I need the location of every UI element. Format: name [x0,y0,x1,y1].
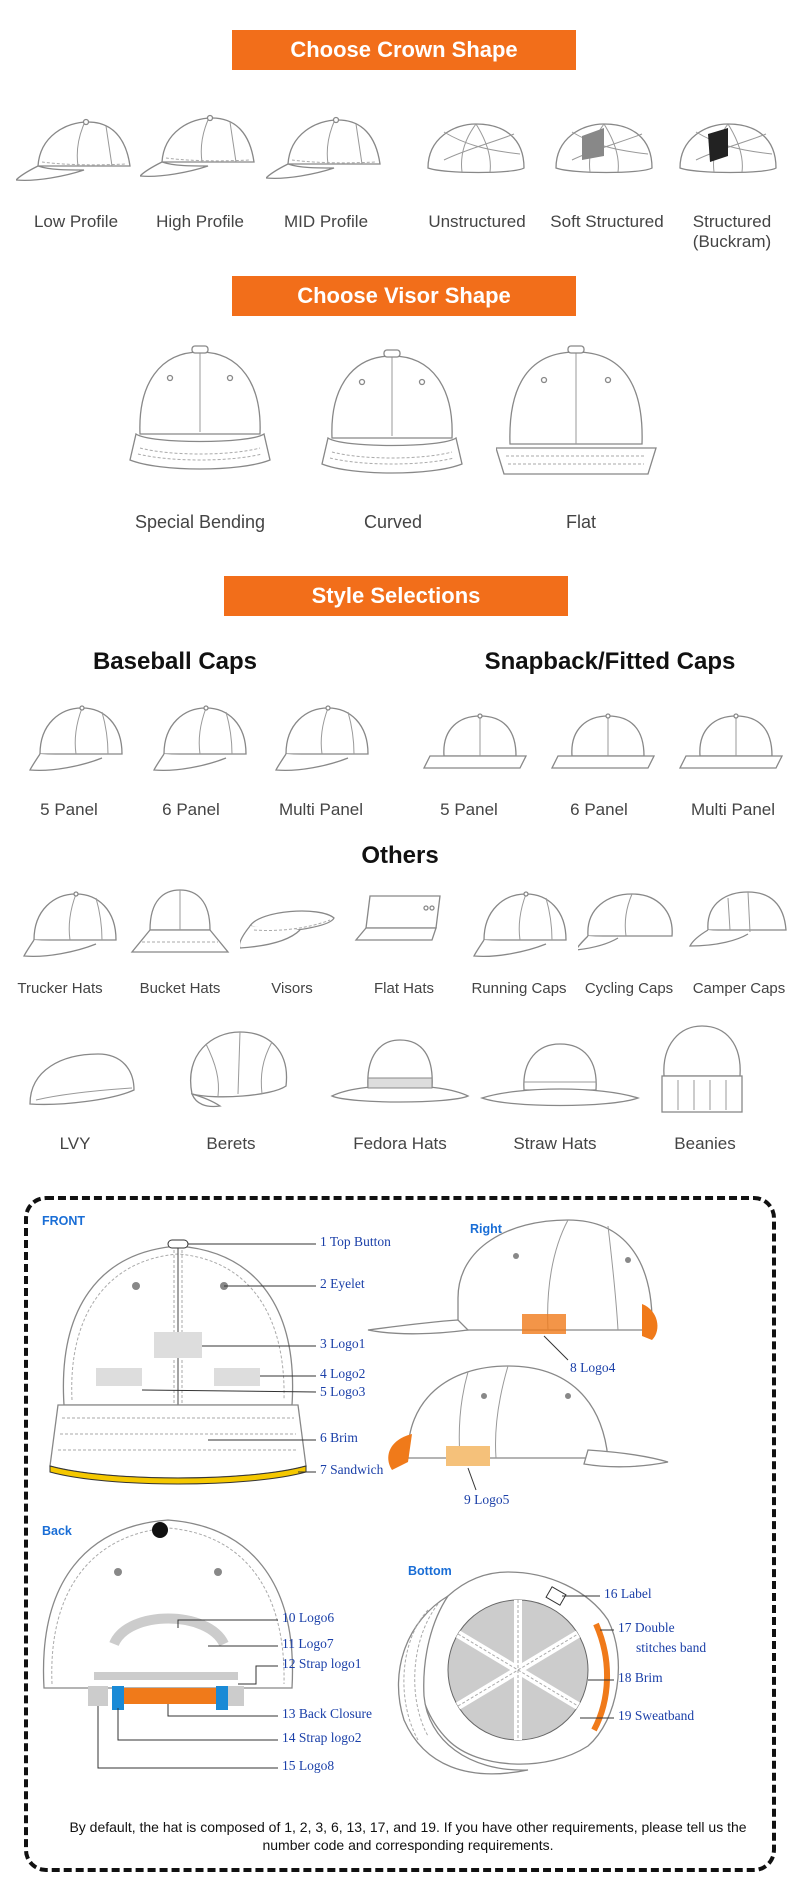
label-double: 17 Double [618,1620,675,1635]
mid-profile-icon[interactable] [266,112,386,194]
label-logo3: 5 Logo3 [320,1384,366,1399]
berets-label: Berets [206,1134,256,1153]
others-heading: Others [361,842,439,869]
label-back-closure: 13 Back Closure [282,1706,372,1721]
baseball-multi-panel-icon[interactable] [264,700,374,780]
visor-label-special: Special Bending [134,512,266,532]
camper-caps-label: Camper Caps [692,980,786,997]
right-view-label: Right [470,1222,502,1236]
label-top-button: 1 Top Button [320,1234,391,1249]
label-logo1: 3 Logo1 [320,1336,366,1351]
label-brim-bottom: 18 Brim [618,1670,663,1685]
flat-hat-icon[interactable] [352,888,452,958]
baseball-5-panel-label: 5 Panel [40,800,98,819]
right-cap-drawing [368,1220,657,1360]
bottom-view-label: Bottom [408,1564,452,1578]
visor-label-flat: Flat [565,512,596,532]
straw-hat-icon[interactable] [480,1034,640,1120]
snapback-5-panel-icon[interactable] [420,708,532,778]
snapback-6-panel-icon[interactable] [548,708,660,778]
trucker-hats-label: Trucker Hats [17,980,103,997]
flat-visor-icon[interactable] [496,344,666,490]
baseball-caps-heading: Baseball Caps [92,648,258,675]
back-view-label: Back [42,1524,72,1538]
ivy-cap-icon[interactable] [22,1040,142,1120]
baseball-6-panel-icon[interactable] [142,700,252,780]
beret-icon[interactable] [176,1024,296,1120]
snapback-multi-panel-icon[interactable] [676,708,788,778]
baseball-6-panel-label: 6 Panel [162,800,220,819]
crown-label-high: High Profile [156,212,244,231]
label-sweatband: 19 Sweatband [618,1708,695,1723]
beanies-label: Beanies [674,1134,736,1153]
fedora-hats-label: Fedora Hats [353,1134,447,1153]
front-cap-drawing [50,1240,306,1484]
crown-label-structured: Structured (Buckram) [692,212,772,251]
crown-label-soft: Soft Structured [550,212,664,231]
label-logo8: 15 Logo8 [282,1758,335,1773]
straw-hats-label: Straw Hats [513,1134,597,1153]
label-brim: 6 Brim [320,1430,358,1445]
flat-hats-label: Flat Hats [373,980,434,997]
crown-label-low: Low Profile [33,212,119,231]
crown-shape-banner: Choose Crown Shape [232,30,576,70]
snapback-6-panel-label: 6 Panel [570,800,628,819]
bucket-hats-label: Bucket Hats [139,980,221,997]
baseball-5-panel-icon[interactable] [18,700,128,780]
beanie-icon[interactable] [658,1020,748,1120]
fedora-icon[interactable] [330,1030,470,1120]
special-bending-icon[interactable] [126,340,276,490]
visor-shape-banner: Choose Visor Shape [232,276,576,316]
unstructured-icon[interactable] [420,116,540,186]
back-cap-drawing [44,1520,293,1710]
cycling-caps-label: Cycling Caps [584,980,674,997]
ivy-label: LVY [59,1134,91,1153]
structured-buckram-icon[interactable] [672,116,792,186]
label-eyelet: 2 Eyelet [320,1276,365,1291]
cap-parts-diagram [24,1196,776,1872]
label-strap-logo1: 12 Strap logo1 [282,1656,362,1671]
label-label: 16 Label [604,1586,652,1601]
snapback-multi-panel-label: Multi Panel [690,800,776,819]
crown-label-mid: MID Profile [283,212,369,231]
label-logo6: 10 Logo6 [282,1610,335,1625]
soft-structured-icon[interactable] [548,116,668,186]
snapback-5-panel-label: 5 Panel [440,800,498,819]
cycling-cap-icon[interactable] [578,888,678,958]
label-strap-logo2: 14 Strap logo2 [282,1730,362,1745]
front-view-label: FRONT [42,1214,86,1228]
crown-label-unstructured: Unstructured [428,212,526,231]
running-cap-icon[interactable] [466,886,570,962]
label-double-stitches: stitches band [636,1640,707,1655]
low-profile-icon[interactable] [16,114,136,194]
label-logo7: 11 Logo7 [282,1636,334,1651]
curved-visor-icon[interactable] [318,344,468,490]
visor-icon[interactable] [240,896,340,962]
running-caps-label: Running Caps [471,980,567,997]
bottom-cap-drawing [398,1572,618,1774]
visors-label: Visors [271,980,313,997]
label-logo5: 9 Logo5 [464,1492,510,1507]
bucket-hat-icon[interactable] [128,886,232,962]
baseball-multi-panel-label: Multi Panel [278,800,364,819]
snapback-caps-heading: Snapback/Fitted Caps [484,648,736,675]
default-composition-note: By default, the hat is composed of 1, 2, 3, 6, 13, 17, and 19. If you have other requirements, please tell us the number code and corresponding requirements. [69,1819,747,1853]
trucker-hat-icon[interactable] [18,886,118,962]
label-logo2: 4 Logo2 [320,1366,366,1381]
left-cap-drawing [388,1366,668,1490]
high-profile-icon[interactable] [140,110,260,194]
label-logo4: 8 Logo4 [570,1360,616,1375]
style-selections-banner: Style Selections [224,576,568,616]
visor-label-curved: Curved [363,512,423,532]
camper-cap-icon[interactable] [688,888,792,958]
label-sandwich: 7 Sandwich [320,1462,384,1477]
